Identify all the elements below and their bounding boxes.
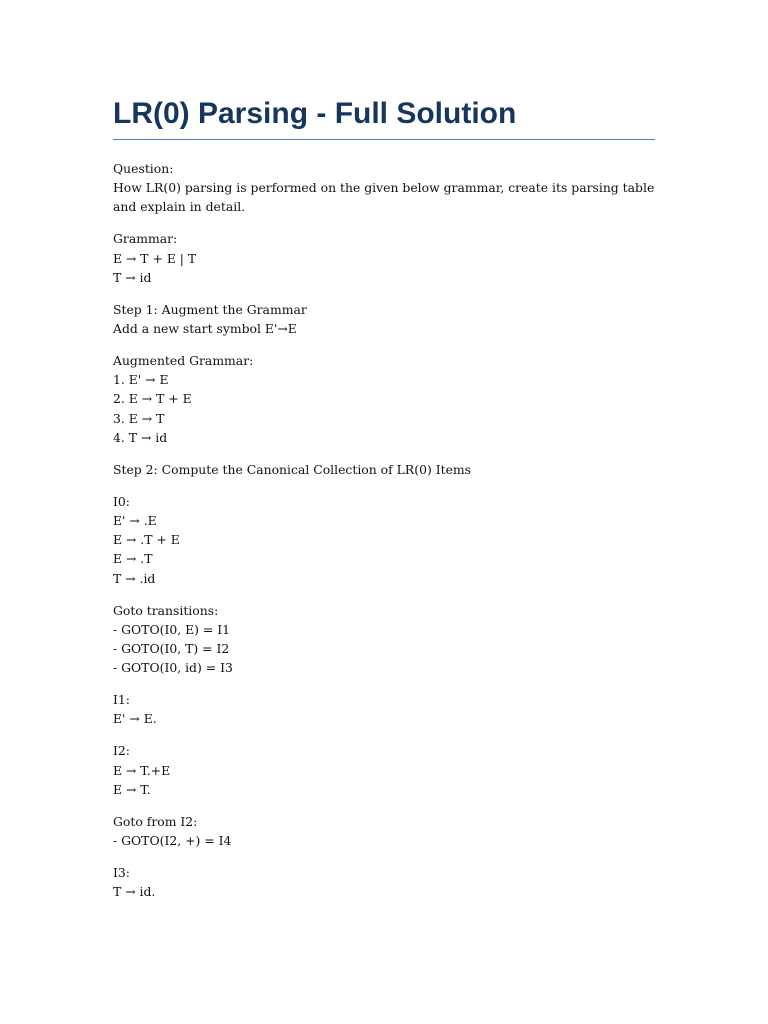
text-line: I1: <box>113 692 130 708</box>
text-line: 3. E → T <box>113 410 165 426</box>
goto-from-i2-paragraph <box>113 812 655 850</box>
text-line: E' → .E <box>113 513 157 529</box>
goto-transitions-paragraph <box>113 601 655 678</box>
item-set-i2 <box>113 741 655 799</box>
text-line: Step 2: Compute the Canonical Collection of LR(0) Items <box>113 461 472 477</box>
document-page <box>113 95 659 914</box>
text-line: 2. E → T + E <box>113 391 192 407</box>
text-line: Goto from I2: <box>113 813 198 829</box>
text-line: - GOTO(I0, E) = I1 <box>113 621 231 637</box>
text-line: T → id. <box>113 884 156 900</box>
text-line: Step 1: Augment the Grammar <box>113 301 307 317</box>
text-line: Question: <box>113 161 174 176</box>
text-line: - GOTO(I0, id) = I3 <box>113 660 233 676</box>
text-line: Augmented Grammar: <box>113 353 254 369</box>
text-line: E → T.+E <box>113 762 171 778</box>
text-line: I2: <box>113 743 130 759</box>
augmented-grammar-paragraph <box>113 351 655 447</box>
text-line: - GOTO(I2, +) = I4 <box>113 833 232 849</box>
item-set-i3 <box>113 863 655 901</box>
text-line: - GOTO(I0, T) = I2 <box>113 641 230 657</box>
text-line: E → .T + E <box>113 532 180 548</box>
text-line: T → .id <box>113 570 156 586</box>
text-line: I3: <box>113 865 130 881</box>
question-paragraph <box>113 159 659 217</box>
document-title: LR(0) Parsing - Full Solution <box>113 95 655 140</box>
step1-paragraph <box>113 300 655 338</box>
text-line: I0: <box>113 493 130 509</box>
text-line: 4. T → id <box>113 429 168 445</box>
text-line: E → T + E | T <box>113 250 197 266</box>
text-line: T → id <box>113 269 152 285</box>
document-body <box>113 159 659 901</box>
item-set-i0 <box>113 492 655 588</box>
text-line: Add a new start symbol E'→E <box>113 321 297 337</box>
item-set-i1 <box>113 690 655 728</box>
text-line: E' → E. <box>113 711 157 727</box>
text-line: E → T. <box>113 781 151 797</box>
text-line: Goto transitions: <box>113 602 219 618</box>
grammar-paragraph <box>113 229 655 287</box>
step2-paragraph <box>113 460 655 479</box>
text-line: How LR(0) parsing is performed on the given below grammar, create its parsing table and explain in detail. <box>113 180 659 215</box>
text-line: 1. E' → E <box>113 372 169 388</box>
text-line: E → .T <box>113 551 153 567</box>
text-line: Grammar: <box>113 231 178 247</box>
